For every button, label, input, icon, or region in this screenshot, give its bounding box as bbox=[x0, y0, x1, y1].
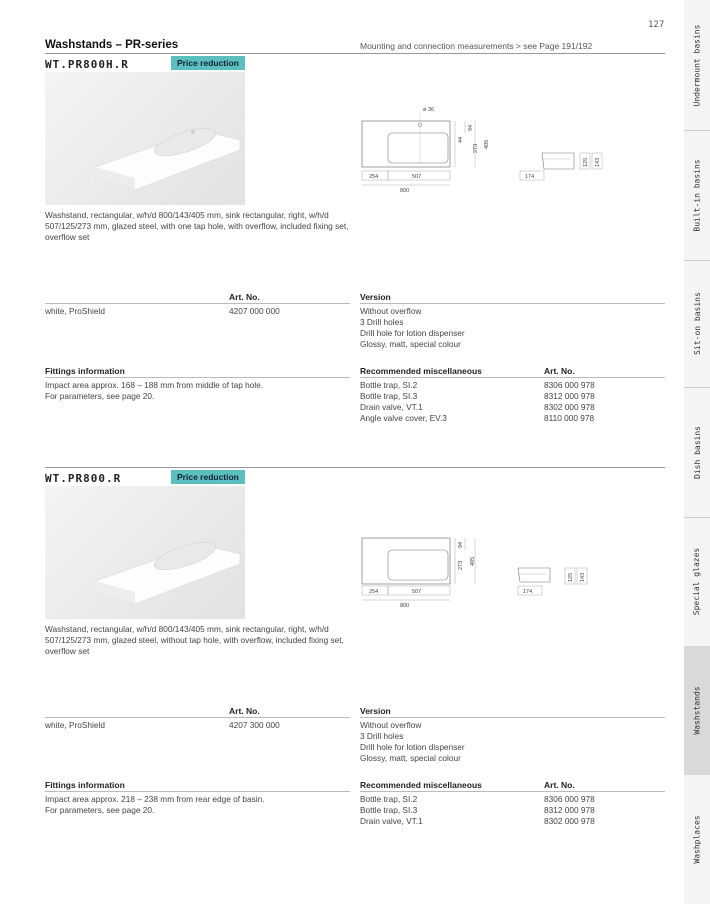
dimension-drawing bbox=[358, 530, 608, 615]
version-item: 3 Drill holes bbox=[360, 317, 404, 327]
sidebar-item-label: Special glazes bbox=[692, 547, 702, 616]
version-list bbox=[360, 720, 465, 764]
washstand-image bbox=[45, 486, 245, 619]
dim-label: 254 bbox=[369, 174, 379, 180]
sidebar-item-label: Undermount basins bbox=[692, 24, 702, 106]
sidebar-item-label: Dish basins bbox=[692, 425, 702, 479]
dim-label: 800 bbox=[400, 188, 410, 194]
sidebar-item-label: Built-in basins bbox=[692, 158, 702, 232]
price-reduction-badge: Price reduction bbox=[171, 56, 245, 70]
version-item: Without overflow bbox=[360, 306, 422, 316]
washstand-image bbox=[45, 72, 245, 205]
fittings-header: Fittings information bbox=[45, 366, 125, 376]
divider bbox=[45, 717, 350, 718]
dim-label: 273 bbox=[458, 560, 464, 570]
misc-art: 8302 000 978 bbox=[544, 402, 595, 412]
dim-label: 405 bbox=[470, 556, 476, 566]
art-no-value: 4207 300 000 bbox=[229, 720, 280, 730]
misc-item: Drain valve, VT.1 bbox=[360, 816, 423, 826]
dim-label: 94 bbox=[458, 541, 464, 548]
fittings-info bbox=[45, 380, 263, 402]
fittings-line: Impact area approx. 218 – 238 mm from rear edge of basin. bbox=[45, 794, 265, 804]
misc-header: Recommended miscellaneous bbox=[360, 780, 482, 790]
misc-item: Bottle trap, SI.3 bbox=[360, 391, 418, 401]
version-header: Version bbox=[360, 292, 391, 302]
finish-label: white, ProShield bbox=[45, 306, 105, 316]
dim-label: 143 bbox=[580, 572, 586, 582]
dim-label: 125 bbox=[568, 572, 574, 582]
dim-label: 174 bbox=[525, 174, 535, 180]
finish-label: white, ProShield bbox=[45, 720, 105, 730]
dim-label: ø 36 bbox=[423, 107, 435, 113]
misc-list bbox=[360, 794, 423, 827]
misc-item: Angle valve cover, EV.3 bbox=[360, 413, 447, 423]
misc-list bbox=[360, 380, 447, 424]
misc-art-list bbox=[544, 794, 595, 827]
price-reduction-badge: Price reduction bbox=[171, 470, 245, 484]
sidebar-item-washplaces[interactable] bbox=[684, 775, 710, 904]
divider bbox=[360, 791, 665, 792]
dim-label: 143 bbox=[595, 157, 601, 167]
misc-item: Bottle trap, SI.3 bbox=[360, 805, 418, 815]
dim-label: 800 bbox=[400, 603, 410, 609]
misc-item: Bottle trap, SI.2 bbox=[360, 794, 418, 804]
sidebar-item-label: Washplaces bbox=[692, 815, 702, 864]
product-photo bbox=[45, 72, 245, 205]
misc-art: 8306 000 978 bbox=[544, 380, 595, 390]
dim-label: 125 bbox=[583, 157, 589, 167]
divider bbox=[45, 377, 350, 378]
page-number: 127 bbox=[648, 20, 665, 30]
dim-label: 44 bbox=[458, 136, 464, 143]
misc-item: Drain valve, VT.1 bbox=[360, 402, 423, 412]
version-list bbox=[360, 306, 465, 350]
product-description: Washstand, rectangular, w/h/d 800/143/405 mm, sink rectangular, right, w/h/d 507/125/273 mm, glazed steel, with one tap hole, with overflow, included fixing set, overflow set bbox=[45, 210, 349, 242]
sidebar-item-dish-basins[interactable] bbox=[684, 387, 710, 517]
mounting-note: Mounting and connection measurements > see Page 191/192 bbox=[360, 41, 593, 51]
version-item: 3 Drill holes bbox=[360, 731, 404, 741]
fittings-line: For parameters, see page 20. bbox=[45, 805, 155, 815]
sidebar-item-sit-on-basins[interactable] bbox=[684, 260, 710, 387]
misc-art: 8312 000 978 bbox=[544, 805, 595, 815]
sidebar-item-label: Washstands bbox=[692, 686, 702, 735]
version-item: Glossy, matt, special colour bbox=[360, 339, 461, 349]
version-header: Version bbox=[360, 706, 391, 716]
dimension-drawing bbox=[358, 103, 608, 198]
misc-item: Bottle trap, SI.2 bbox=[360, 380, 418, 390]
art-no-header: Art. No. bbox=[229, 292, 260, 302]
version-item: Without overflow bbox=[360, 720, 422, 730]
misc-header: Recommended miscellaneous bbox=[360, 366, 482, 376]
product-description: Washstand, rectangular, w/h/d 800/143/405 mm, sink rectangular, right, w/h/d 507/125/273 mm, glazed steel, without tap hole, with overflow, included fixing set, overflow set bbox=[45, 624, 344, 656]
divider bbox=[45, 303, 350, 304]
version-item: Drill hole for lotion dispenser bbox=[360, 328, 465, 338]
art-no-header: Art. No. bbox=[229, 706, 260, 716]
divider bbox=[45, 791, 350, 792]
sidebar-item-label: Sit-on basins bbox=[692, 292, 702, 355]
title-rule bbox=[45, 53, 665, 54]
dim-label: 254 bbox=[369, 589, 379, 595]
misc-art-header: Art. No. bbox=[544, 366, 575, 376]
misc-art: 8312 000 978 bbox=[544, 391, 595, 401]
dim-label: 273 bbox=[473, 143, 479, 153]
version-item: Drill hole for lotion dispenser bbox=[360, 742, 465, 752]
sidebar-item-washstands[interactable] bbox=[684, 646, 710, 775]
product-code: WT.PR800H.R bbox=[45, 58, 129, 71]
misc-art-list bbox=[544, 380, 595, 424]
product-photo bbox=[45, 486, 245, 619]
divider bbox=[360, 717, 665, 718]
sidebar-item-undermount-basins[interactable] bbox=[684, 0, 710, 130]
product-code: WT.PR800.R bbox=[45, 472, 122, 485]
dim-label: 94 bbox=[468, 124, 474, 131]
divider bbox=[360, 377, 665, 378]
art-no-value: 4207 000 000 bbox=[229, 306, 280, 316]
dim-label: 405 bbox=[484, 139, 490, 149]
fittings-line: Impact area approx. 168 – 188 mm from middle of tap hole. bbox=[45, 380, 264, 390]
version-item: Glossy, matt, special colour bbox=[360, 753, 461, 763]
section-divider bbox=[45, 467, 665, 468]
fittings-header: Fittings information bbox=[45, 780, 125, 790]
divider bbox=[360, 303, 665, 304]
page-title: Washstands – PR-series bbox=[45, 39, 179, 51]
dim-label: 174 bbox=[523, 589, 533, 595]
dim-label: 507 bbox=[412, 174, 422, 180]
misc-art: 8110 000 978 bbox=[544, 413, 595, 423]
misc-art-header: Art. No. bbox=[544, 780, 575, 790]
dim-label: 507 bbox=[412, 589, 422, 595]
sidebar-item-built-in-basins[interactable] bbox=[684, 130, 710, 260]
fittings-info bbox=[45, 794, 265, 816]
misc-art: 8302 000 978 bbox=[544, 816, 595, 826]
sidebar-item-special-glazes[interactable] bbox=[684, 517, 710, 646]
fittings-line: For parameters, see page 20. bbox=[45, 391, 155, 401]
misc-art: 8306 000 978 bbox=[544, 794, 595, 804]
